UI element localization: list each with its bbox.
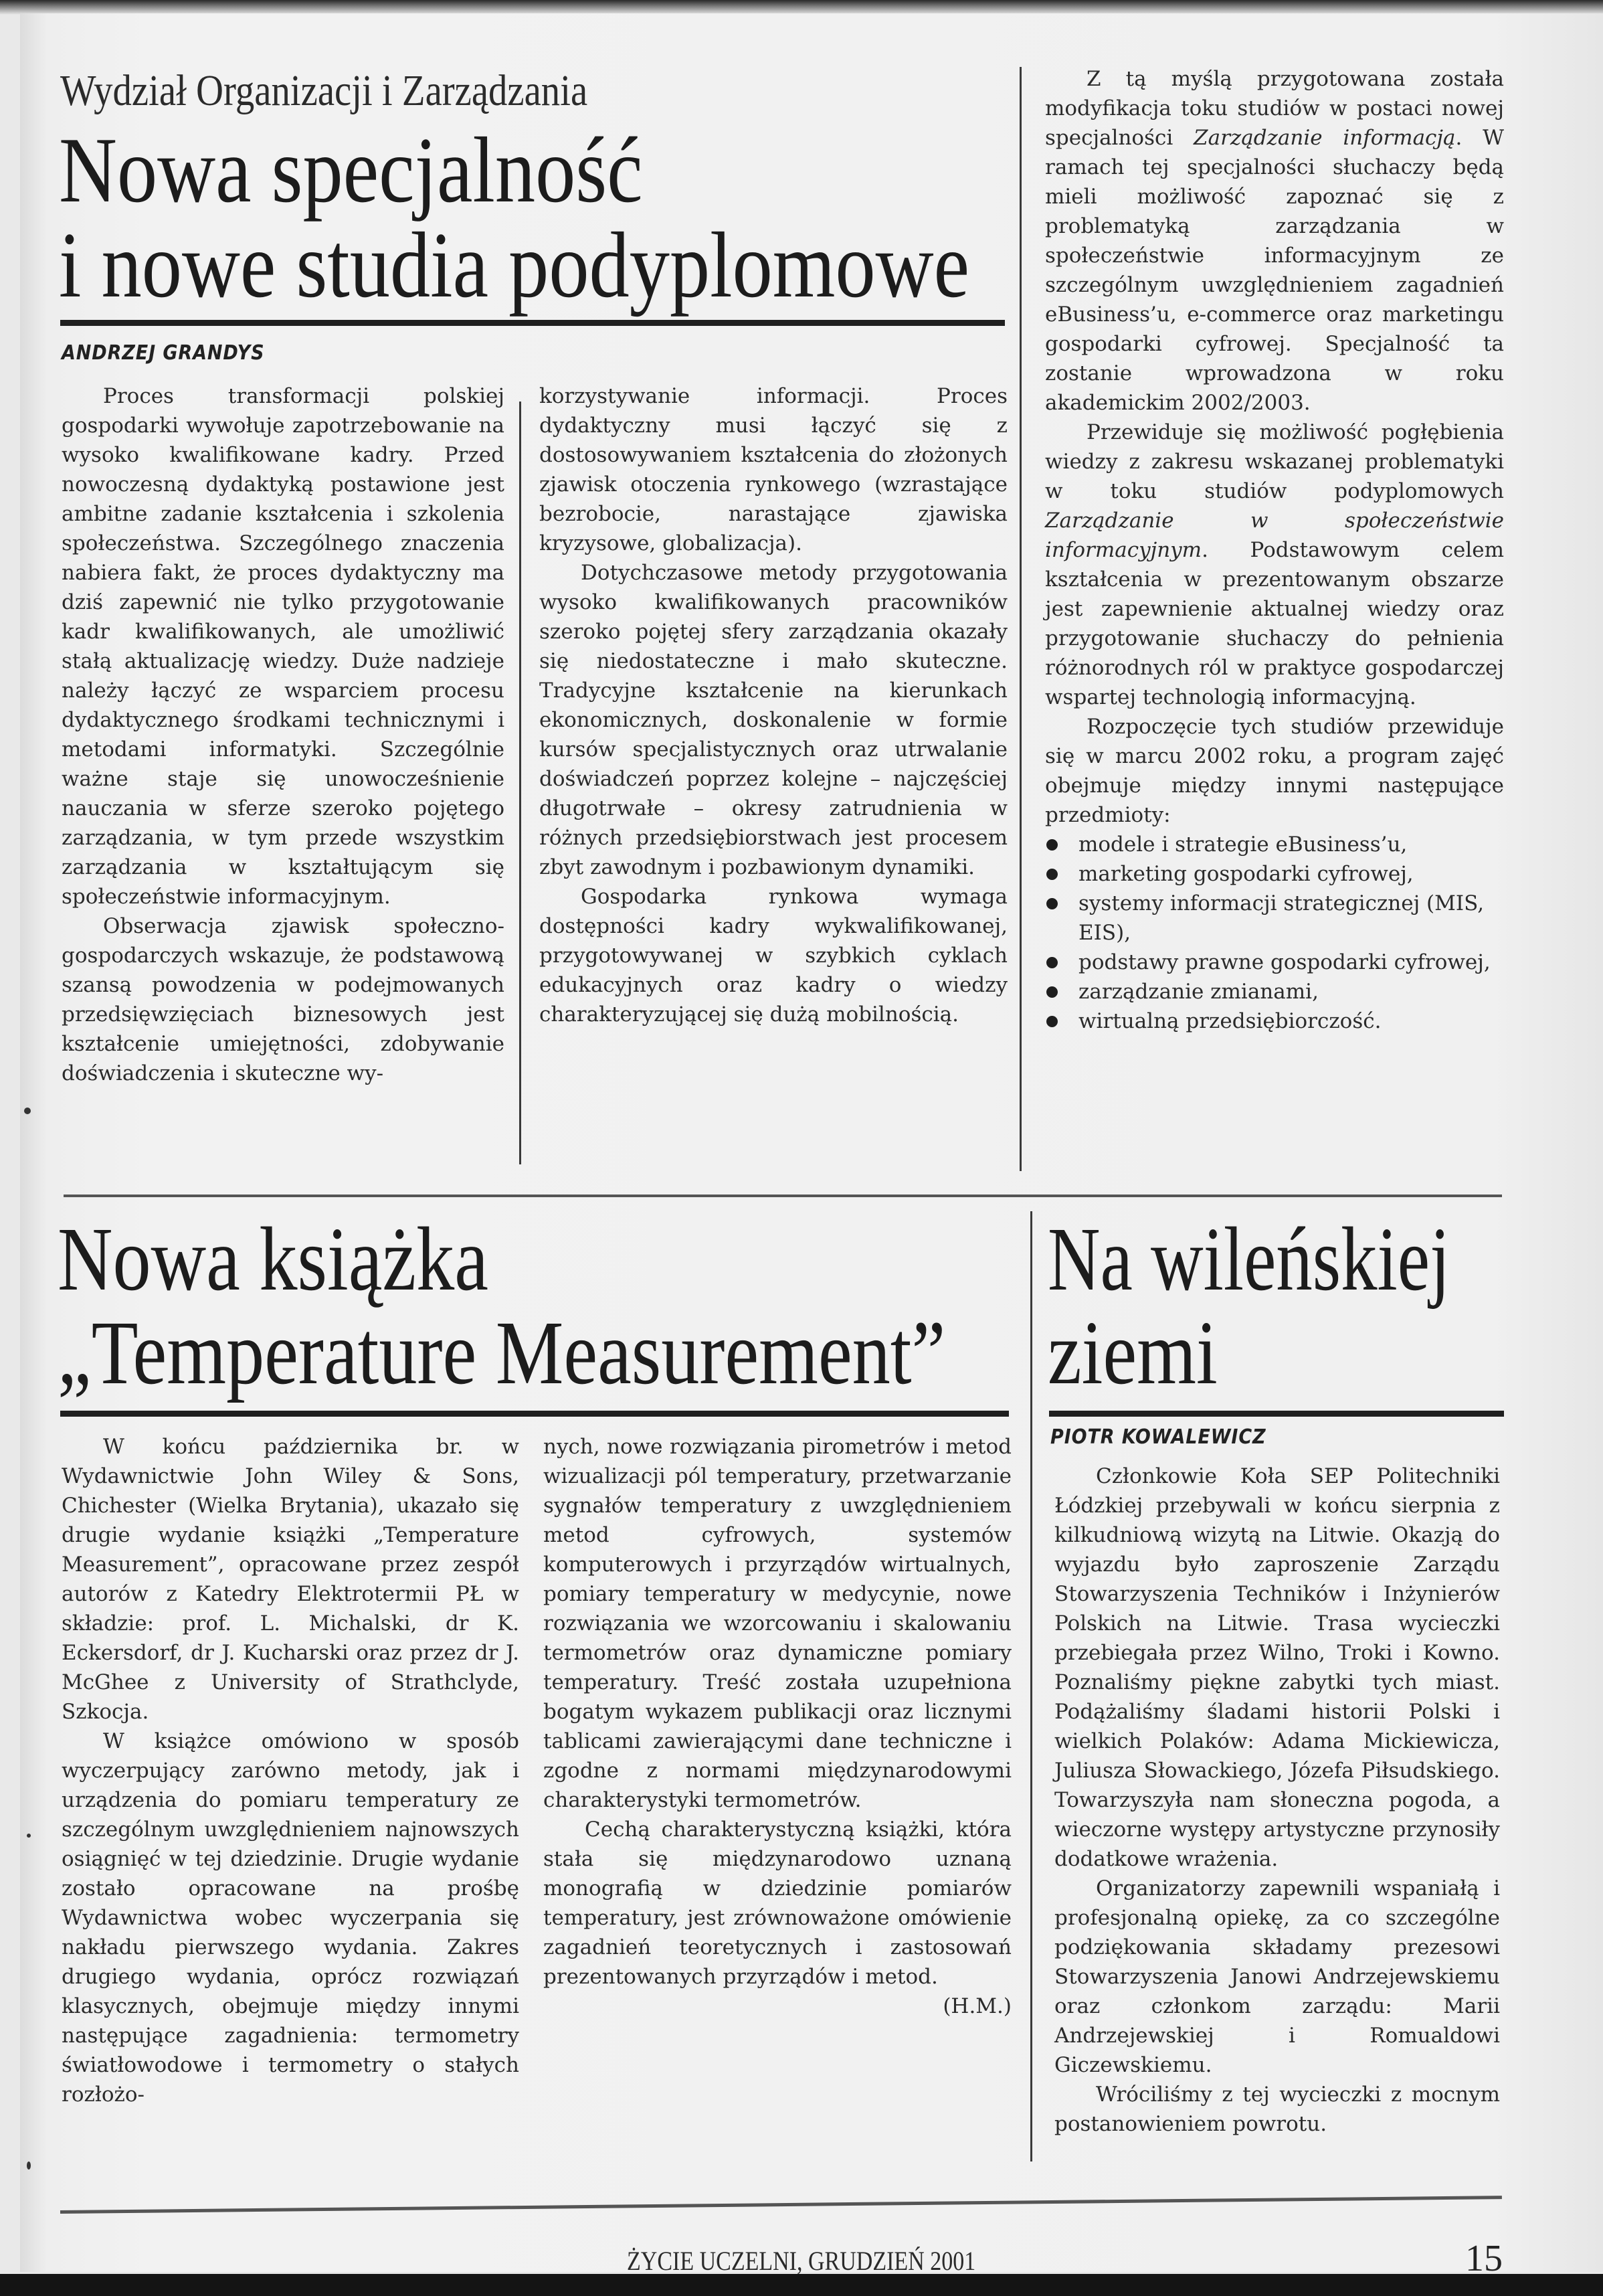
article2-col2-paragraph: nych, nowe rozwiązania pirometrów i metod wizualizacji pól temperatury, przetwarzanie sygnałów temperatury z uwzględnieniem metod cyfrowych, systemów komputerowych i przyrządów wirtualnych, pomiary temperatury w medycynie, nowe rozwiązania we wzorcowaniu i skalowaniu termometrów oraz dynamiczne pomiary temperatury. Treść została uzupełniona bogatym wykazem publikacji oraz licznymi tablicami zawierającymi dane techniczne i zgodne z normami międzynarodowymi charakterystyki termometrów. [543, 1435, 1012, 1812]
postgraduate-name: Zarządzanie w społeczeństwie informacyjnym [1045, 509, 1504, 562]
article1-col3-paragraph: Rozpoczęcie tych studiów przewiduje się w marcu 2002 roku, a program zajęć obejmuje między innymi następujące przedmioty: [1045, 715, 1504, 827]
article2-col2-paragraph: Cechą charakterystyczną książki, która stała się międzynarodowo uznaną monografią w dziedzinie pomiarów temperatury, jest zrównoważone omówienie zagadnień teoretycznych i zastosowań prezentowanych przyrządów i metod. [543, 1818, 1012, 1989]
article1-column2 [539, 381, 1008, 1029]
subject-item [1045, 948, 1504, 977]
article1-column3 [1045, 64, 1504, 1036]
article2-col1-paragraph: W książce omówiono w sposób wyczerpujący zarówno metody, jak i urządzenia do pomiaru temperatury ze szczególnym uwzględnieniem najnowszych osiągnięć w tej dziedzinie. Drugie wydanie zostało opracowane na prośbę Wydawnictwa wobec wyczerpania się nakładu pierwszego wydania. Zakres drugiego wydania, oprócz rozwiązań klasycznych, obejmuje między innymi następujące zagadnienia: termometry światłowodowe i termometry o stałych rozłożo- [62, 1729, 519, 2107]
article3-author: PIOTR KOWALEWICZ [1050, 1425, 1266, 1449]
page-number: 15 [1465, 2238, 1503, 2279]
text-run: . W ramach tej specjalności słuchaczy będą mieli możliwość zapoznać się z problematyką zarządzania w społeczeństwie informacyjnym ze szczególnym uwzględnieniem zagadnień eBusiness’u, e-commerce oraz marketingu gospodarki cyfrowej. Specjalność ta zostanie wprowadzona w roku akademickim 2002/2003. [1045, 126, 1504, 415]
article2-title-line2: „Temperature Measurement” [58, 1303, 946, 1403]
article2-signature: (H.M.) [943, 1994, 1012, 2018]
section-divider-rule [64, 1195, 1502, 1197]
subject-label: systemy informacji strategicznej (MIS, EIS), [1078, 891, 1485, 945]
subject-label: marketing gospodarki cyfrowej, [1078, 862, 1414, 886]
article1-col1-paragraph: Proces transformacji polskiej gospodarki wywołuje zapotrzebowanie na wysoko kwalifikowane kadry. Przed nowoczesną dydaktyką postawione jest ambitne zadanie kształcenia i szkolenia społeczeństwa. Szczególnego znaczenia nabiera fakt, że proces dydaktyczny ma dziś zapewnić nie tylko przygotowanie kadr kwalifikowanych, ale umożliwić stałą aktualizację wiedzy. Duże nadzieje należy łączyć ze wsparciem procesu dydaktycznego środkami technicznymi i metodami informatyki. Szczególnie ważne staje się unowocześnienie nauczania w sferze szeroko pojętego zarządzania, w tym przede wszystkim zarządzania w kształtującym się społeczeństwie informacyjnym. [62, 384, 504, 909]
specialty-name: Zarządzanie informacją [1194, 126, 1456, 150]
article1-title-line1: Nowa specjalność [59, 118, 643, 222]
subject-label: podstawy prawne gospodarki cyfrowej, [1078, 950, 1491, 974]
subject-item [1045, 830, 1504, 859]
margin-speck [27, 2161, 31, 2170]
subject-item [1045, 1006, 1504, 1036]
text-run: Przewiduje się możliwość pogłębienia wiedzy z zakresu wskazanej problematyki w toku studiów podyplomowych [1045, 420, 1504, 503]
column-divider [1030, 1211, 1032, 2161]
article1-col3-paragraph [1045, 64, 1504, 418]
article1-kicker: Wydział Organizacji i Zarządzania [60, 66, 588, 115]
article1-col2-paragraph: Dotychczasowe metody przygotowania wysoko kwalifikowanych pracowników szeroko pojętej sfery zarządzania okazały się niedostateczne i mało skuteczne. Tradycyjne kształcenie na kierunkach ekonomicznych, doskonalenie w formie kursów specjalistycznych oraz utrwalanie doświadczeń poprzez kolejne – najczęściej długotrwałe – okresy zatrudnienia w różnych przedsiębiorstwach jest procesem zbyt zawodnym i pozbawionym dynamiki. [539, 561, 1008, 879]
margin-speck [27, 1834, 31, 1838]
bullet-icon [1046, 839, 1058, 851]
column-divider [519, 402, 521, 1164]
article3-title-line1: Na wileńskiej [1048, 1209, 1450, 1310]
article3-column [1054, 1462, 1500, 2139]
article2-title-rule [60, 1411, 1009, 1417]
article1-col2-paragraph: Gospodarka rynkowa wymaga dostępności kadry wykwalifikowanej, przygotowywanej w szybkich cyklach edukacyjnych oraz kadry o wiedzy charakteryzującej się dużą mobilnością. [539, 885, 1008, 1027]
article2-column1 [62, 1432, 519, 2109]
scan-top-shadow [0, 0, 1603, 15]
article2-column2 [543, 1432, 1012, 2021]
subject-item [1045, 889, 1504, 948]
article1-col2-paragraph: korzystywanie informacji. Proces dydaktyczny musi łączyć się z dostosowywaniem kształcenia do złożonych zjawisk otoczenia rynkowego (wzrastające bezrobocie, narastające zjawiska kryzysowe, globalizacja). [539, 384, 1008, 555]
article3-paragraph: Organizatorzy zapewnili wspaniałą i profesjonalną opiekę, za co szczególne podziękowania składamy prezesowi Stowarzyszenia Janowi Andrzejewskiemu oraz członkom zarządu: Marii Andrzejewskiej i Romualdowi Giczewskiemu. [1054, 1876, 1500, 2077]
footer-publication-text: ŻYCIE UCZELNI, GRUDZIEŃ 2001 [627, 2246, 976, 2276]
subject-label: zarządzanie zmianami, [1078, 980, 1319, 1004]
bullet-icon [1046, 1016, 1058, 1027]
article2-title-line1: Nowa książka [58, 1209, 488, 1310]
subject-item [1045, 859, 1504, 889]
subjects-list [1045, 830, 1504, 1036]
bullet-icon [1046, 957, 1058, 968]
bullet-icon [1046, 869, 1058, 880]
bullet-icon [1046, 986, 1058, 998]
article1-column1 [62, 381, 504, 1088]
column-divider [1020, 67, 1022, 1171]
article1-col3-paragraph [1045, 418, 1504, 712]
margin-speck [24, 1108, 31, 1114]
article3-title-line2: ziemi [1048, 1303, 1218, 1403]
bullet-icon [1046, 898, 1058, 909]
article1-title-rule [60, 320, 1005, 326]
article3-paragraph: Wróciliśmy z tej wycieczki z mocnym postanowieniem powrotu. [1054, 2083, 1500, 2136]
article3-paragraph: Członkowie Koła SEP Politechniki Łódzkiej przebywali w końcu sierpnia z kilkudniową wizytą na Litwie. Okazją do wyjazdu było zaproszenie Zarządu Stowarzyszenia Techników i Inżynierów Polskich na Litwie. Trasa wycieczki przebiegała przez Wilno, Troki i Kowno. Poznaliśmy piękne zabytki tych miast. Podążaliśmy śladami historii Polski i wielkich Polaków: Adama Mickiewicza, Juliusza Słowackiego, Józefa Piłsudskiego. Towarzyszyła nam słoneczna pogoda, a wieczorne występy artystyczne przynosiły dodatkowe wrażenia. [1054, 1464, 1500, 1871]
subject-label: modele i strategie eBusiness’u, [1078, 832, 1408, 857]
subject-item [1045, 977, 1504, 1006]
article2-col1-paragraph: W końcu października br. w Wydawnictwie John Wiley & Sons, Chichester (Wielka Brytania), ukazało się drugie wydanie książki „Temperature Measurement”, opracowane przez zespół autorów z Katedry Elektrotermii PŁ w składzie: prof. L. Michalski, dr K. Eckersdorf, dr J. Kucharski oraz przez dr J. McGhee z University of Strathclyde, Szkocja. [62, 1435, 519, 1724]
text-run: Z tą myślą przygotowana została modyfikacja toku studiów w postaci nowej specjalności [1045, 67, 1504, 150]
article1-author: ANDRZEJ GRANDYS [62, 341, 265, 365]
article3-title-rule [1049, 1411, 1504, 1417]
footer-publication [0, 2245, 1603, 2277]
text-run: . Podstawowym celem kształcenia w prezentowanym obszarze jest zapewnienie aktualnej wiedzy oraz przygotowanie słuchaczy do pełnienia różnorodnych ról w praktyce gospodarczej wspartej technologią informacyjną. [1045, 538, 1504, 709]
article1-title-line2: i nowe studia podyplomowe [59, 213, 970, 317]
article1-col1-paragraph: Obserwacja zjawisk społeczno-gospodarczych wskazuje, że podstawową szansą powodzenia w podejmowanych przedsięwzięciach biznesowych jest kształcenie umiejętności, zdobywanie doświadczenia i skuteczne wy- [62, 914, 504, 1085]
subject-label: wirtualną przedsiębiorczość. [1078, 1009, 1382, 1033]
